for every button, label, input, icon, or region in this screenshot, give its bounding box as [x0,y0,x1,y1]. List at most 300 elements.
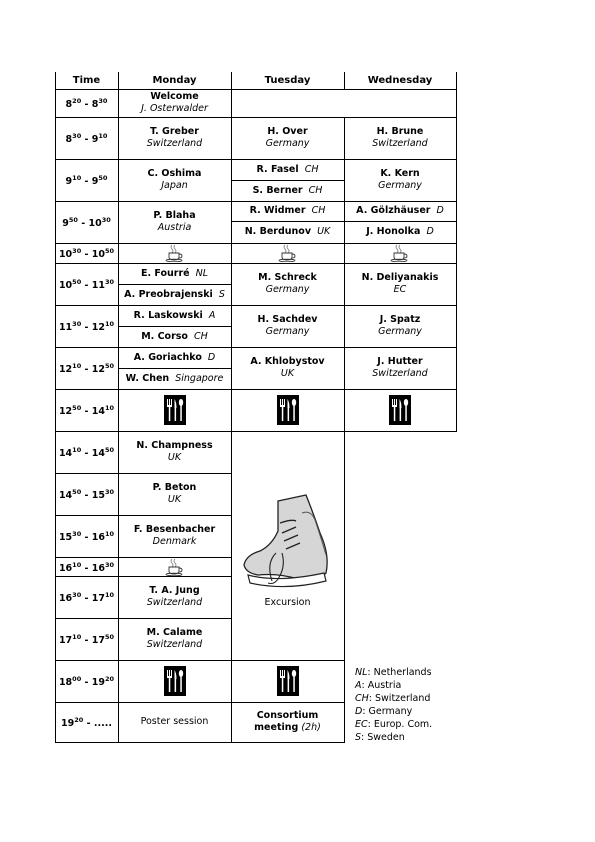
talk-line [124,289,225,301]
grid-line-horizontal [231,221,457,222]
legend-country: : Switzerland [368,693,431,704]
speaker-name: T. Greber [150,126,199,137]
grid-line-vertical [456,159,457,202]
end-minutes: 30 [101,216,111,224]
time-range [59,631,114,647]
grid-line-vertical [344,347,345,390]
talk-cell [231,159,344,180]
grid-line-horizontal [55,702,345,703]
speaker-affiliation: Denmark [152,536,197,547]
time-slot [55,89,118,117]
speaker-name: A. Preobrajenski [124,288,213,300]
meal-break-cell [231,389,344,431]
talk-line [141,331,208,343]
grid-line-vertical [344,201,345,244]
time-slot [55,618,118,660]
column-header-monday [118,72,231,89]
speaker-affiliation: J. Osterwalder [141,103,208,114]
end-minutes: 20 [105,675,115,683]
speaker-name: R. Laskowski [133,309,203,321]
start-hour: 16 [58,562,73,574]
end-minutes: 10 [98,132,108,140]
talk-line [245,226,331,238]
speaker-affiliation: Austria [157,222,192,233]
start-hour: 11 [58,322,73,333]
range-separator: - [81,280,92,291]
time-range [59,276,114,292]
grid-line-vertical [231,201,232,244]
legend-country: : Germany [362,706,413,717]
grid-line-horizontal [55,117,457,118]
cutlery-icon [164,395,186,425]
talk-line [134,352,215,364]
column-header-label: Monday [152,74,197,86]
talk-cell [118,159,231,201]
end-hour: ..... [93,718,112,729]
excursion-label: Excursion [264,597,311,608]
end-minutes: 10 [105,404,115,412]
talk-cell [118,618,231,660]
speaker-affiliation: S [218,288,225,300]
legend-abbreviation: EC [355,719,368,730]
grid-line-horizontal [118,368,232,369]
range-separator: - [81,532,92,543]
speaker-affiliation: Germany [378,180,422,191]
time-slot [55,576,118,618]
cutlery-icon [277,666,299,696]
grid-line-vertical [456,347,457,390]
start-hour: 17 [58,635,73,646]
legend-country: : Europ. Com. [367,719,433,730]
grid-line-vertical [344,305,345,348]
talk-cell [231,180,344,201]
time-slot [55,431,118,473]
range-separator: - [81,677,92,688]
end-minutes: 30 [98,97,108,105]
grid-line-vertical [118,660,119,743]
start-minutes: 30 [72,530,82,538]
poster-session-cell [118,702,231,742]
column-header-label: Tuesday [264,74,311,86]
talk-line [126,373,224,385]
talk-line [257,164,319,176]
grid-line-vertical [456,72,457,90]
coffee-cup-icon [164,244,186,262]
legend-country: : Netherlands [367,667,432,678]
start-hour: 12 [58,406,73,417]
meal-break-cell [344,389,456,431]
grid-line-horizontal [55,389,457,390]
grid-line-horizontal [55,263,457,264]
speaker-affiliation: Switzerland [146,597,203,608]
grid-line-horizontal [55,431,457,432]
column-header-label: Wednesday [367,74,433,86]
start-minutes: 10 [72,362,82,370]
grid-line-horizontal [55,557,232,558]
column-header-time [55,72,118,89]
grid-line-horizontal [118,284,232,285]
range-separator: - [81,176,92,187]
start-hour: 10 [58,249,73,260]
time-slot [55,473,118,515]
speaker-affiliation: D [207,351,216,363]
speaker-affiliation: A [208,309,216,321]
talk-line [141,268,208,280]
talk-line [356,205,444,217]
grid-line-vertical [456,263,457,306]
grid-line-horizontal [55,89,457,90]
start-minutes: 50 [68,216,78,224]
grid-line-vertical [456,89,457,118]
country-legend [355,666,432,744]
speaker-name: N. Deliyanakis [361,272,439,283]
time-range [59,673,114,689]
end-hour: 19 [91,677,106,688]
start-minutes: 50 [72,404,82,412]
grid-line-horizontal [55,576,232,577]
speaker-affiliation: CH [311,205,326,216]
coffee-break-cell [231,243,344,263]
speaker-name: H. Over [267,126,308,137]
speaker-affiliation: UK [167,494,182,505]
talk-cell [118,431,231,473]
start-hour: 8 [65,99,73,110]
speaker-affiliation: Germany [378,326,422,337]
time-slot [55,557,118,576]
speaker-affiliation: UK [280,368,295,379]
time-range [66,95,108,111]
talk-cell [344,305,456,347]
coffee-break-cell [118,243,231,263]
start-minutes: 10 [72,174,82,182]
speaker-affiliation: UK [317,226,331,237]
legend-entry [355,718,432,731]
speaker-affiliation: UK [167,452,182,463]
speaker-name: R. Widmer [249,205,306,216]
grid-line-horizontal [55,473,232,474]
talk-cell [118,89,231,117]
end-hour: 9 [91,176,99,187]
speaker-name: N. Berdunov [244,226,312,237]
end-hour: 12 [91,322,106,333]
talk-cell [118,515,231,557]
cutlery-icon [277,395,299,425]
talk-cell [118,201,231,243]
talk-cell [118,284,231,305]
talk-cell [231,347,344,389]
start-hour: 10 [58,280,73,291]
grid-line-vertical [344,389,345,432]
time-range [61,714,112,730]
meal-break-cell [118,389,231,431]
end-hour: 11 [91,280,106,291]
start-minutes: 30 [72,132,82,140]
time-range [59,360,114,376]
end-minutes: 50 [105,446,115,454]
range-separator: - [81,490,92,501]
time-slot [55,159,118,201]
talk-line [366,226,434,238]
speaker-name: J. Honolka [366,226,421,237]
talk-cell [231,305,344,347]
cutlery-icon [164,666,186,696]
end-minutes: 50 [105,362,115,370]
legend-abbreviation: D [355,706,363,717]
grid-line-vertical [344,117,345,160]
talk-line [134,310,216,322]
legend-entry [355,731,432,744]
speaker-name: A. Khlobystov [250,356,325,367]
grid-line-horizontal [55,159,457,160]
time-range [59,402,114,418]
grid-line-horizontal [231,180,345,181]
start-hour: 14 [58,490,73,501]
talk-cell [231,221,344,243]
excursion-cell [231,431,344,660]
speaker-name: A. Goriachko [133,351,202,363]
speaker-affiliation: Singapore [175,372,224,384]
talk-cell [118,473,231,515]
speaker-name: Welcome [150,91,199,102]
speaker-name: R. Fasel [256,163,299,175]
grid-line-vertical [231,389,232,432]
speaker-name: M. Corso [141,330,188,342]
start-hour: 8 [65,134,73,145]
time-range [59,589,114,605]
consortium-line [254,722,321,734]
talk-cell [231,263,344,305]
grid-line-vertical [456,243,457,264]
time-range [66,172,108,188]
start-minutes: 10 [72,446,82,454]
start-minutes: 20 [72,97,82,105]
speaker-name: A. Gölzhäuser [356,205,431,216]
end-minutes: 50 [105,247,115,255]
speaker-affiliation: D [426,226,434,237]
end-minutes: 50 [98,174,108,182]
time-range [59,486,114,502]
legend-entry [355,679,432,692]
grid-line-vertical [231,431,232,743]
column-header-label: Time [72,74,101,86]
legend-country: : Sweden [361,732,405,743]
column-header-tuesday [231,72,344,89]
speaker-name: S. Berner [252,184,303,196]
grid-line-horizontal [55,201,457,202]
end-minutes: 30 [105,278,115,286]
talk-cell [118,117,231,159]
start-hour: 9 [65,176,73,187]
time-slot [55,702,118,742]
start-minutes: 30 [72,320,82,328]
end-hour: 10 [88,218,102,229]
range-separator: - [81,635,92,646]
start-hour: 14 [58,448,73,459]
end-minutes: 30 [105,488,115,496]
speaker-name: M. Schreck [258,272,317,283]
speaker-name: J. Hutter [377,356,423,367]
time-slot [55,305,118,347]
coffee-cup-icon [389,244,411,262]
time-slot [55,117,118,159]
speaker-name: P. Beton [152,482,197,493]
time-slot [55,243,118,263]
speaker-name: K. Kern [380,168,420,179]
range-separator: - [81,99,92,110]
talk-line [250,205,326,217]
column-header-wednesday [344,72,456,89]
speaker-name: J. Spatz [379,314,421,325]
grid-line-horizontal [55,515,232,516]
speaker-affiliation: D [436,205,444,216]
talk-cell [118,368,231,389]
end-hour: 16 [91,532,106,543]
talk-line [253,185,323,197]
range-separator: - [77,218,89,229]
end-hour: 12 [91,364,106,375]
range-separator: - [81,448,92,459]
time-slot [55,515,118,557]
time-slot [55,347,118,389]
speaker-affiliation: CH [304,163,319,175]
talk-cell [344,201,456,221]
speaker-name: P. Blaha [153,210,196,221]
grid-line-horizontal [55,305,457,306]
speaker-affiliation: CH [308,184,323,196]
grid-line-vertical [456,117,457,160]
speaker-name: F. Besenbacher [133,524,216,535]
grid-line-vertical [231,243,232,264]
cutlery-icon [389,395,411,425]
start-minutes: 00 [72,675,82,683]
grid-line-vertical [344,431,345,743]
legend-country: : Austria [361,680,402,691]
speaker-affiliation: CH [194,330,208,342]
grid-line-horizontal [118,326,232,327]
legend-abbreviation: A [355,680,362,691]
consortium-meeting-cell [231,702,344,742]
start-hour: 15 [58,532,73,543]
speaker-affiliation: Japan [161,180,188,191]
grid-line-vertical [344,263,345,306]
end-hour: 10 [91,249,106,260]
range-separator: - [81,364,92,375]
range-separator: - [81,562,92,574]
consortium-title-cont: meeting [254,722,299,733]
end-hour: 14 [91,448,106,459]
start-minutes: 20 [74,716,84,724]
talk-cell [344,347,456,389]
start-hour: 18 [58,677,73,688]
grid-line-horizontal [55,347,457,348]
grid-line-vertical [456,201,457,244]
start-hour: 9 [62,218,69,229]
start-hour: 16 [58,593,73,604]
speaker-name: W. Chen [125,372,170,384]
time-range [59,528,114,544]
speaker-name: H. Sachdev [257,314,318,325]
speaker-affiliation: Switzerland [372,138,428,149]
consortium-duration: (2h) [301,722,321,733]
talk-cell [231,201,344,221]
end-minutes: 30 [105,560,115,569]
range-separator: - [81,593,92,604]
grid-line-horizontal [55,618,232,619]
speaker-name: N. Champness [136,440,213,451]
range-separator: - [83,718,94,729]
poster-session-label: Poster session [140,716,209,727]
start-hour: 19 [61,718,75,729]
coffee-break-cell [344,243,456,263]
start-minutes: 10 [72,633,82,641]
end-hour: 9 [91,134,99,145]
talk-cell [118,576,231,618]
time-range [62,214,111,230]
range-separator: - [81,322,92,333]
end-hour: 8 [91,99,99,110]
speaker-name: M. Calame [146,627,203,638]
time-range [59,559,114,575]
coffee-cup-icon [277,244,299,262]
start-minutes: 50 [72,278,82,286]
time-slot [55,389,118,431]
grid-line-vertical [456,389,457,432]
grid-line-vertical [456,305,457,348]
start-hour: 12 [58,364,73,375]
grid-line-vertical [231,89,232,118]
talk-cell [118,263,231,284]
talk-cell [118,326,231,347]
speaker-affiliation: EC [393,284,407,295]
grid-line-vertical [231,117,232,160]
speaker-name: E. Fourré [140,267,190,279]
meal-break-cell [118,660,231,702]
legend-entry [355,666,432,679]
talk-cell [344,221,456,243]
start-minutes: 30 [72,247,82,255]
speaker-affiliation: Switzerland [146,138,203,149]
range-separator: - [81,249,92,260]
legend-abbreviation: CH [355,693,369,704]
speaker-affiliation: Switzerland [372,368,428,379]
end-hour: 16 [91,562,106,574]
end-minutes: 50 [105,633,115,641]
grid-line-vertical [344,72,345,90]
legend-entry [355,692,432,705]
grid-line-vertical [55,72,56,743]
range-separator: - [81,134,92,145]
grid-line-vertical [118,72,119,743]
start-minutes: 50 [72,488,82,496]
grid-line-vertical [231,72,232,90]
talk-cell [344,159,456,201]
grid-line-horizontal [55,660,345,661]
talk-cell [118,347,231,368]
talk-cell [118,305,231,326]
consortium-title: Consortium [256,710,319,721]
speaker-name: C. Oshima [147,168,202,179]
speaker-affiliation: Germany [265,138,310,149]
talk-cell [231,117,344,159]
time-range [59,444,114,460]
start-minutes: 10 [72,560,82,569]
end-minutes: 10 [105,530,115,538]
speaker-affiliation: Germany [265,326,310,337]
end-hour: 14 [91,406,106,417]
speaker-affiliation: NL [195,267,209,279]
start-minutes: 30 [72,591,82,599]
legend-entry [355,705,432,718]
